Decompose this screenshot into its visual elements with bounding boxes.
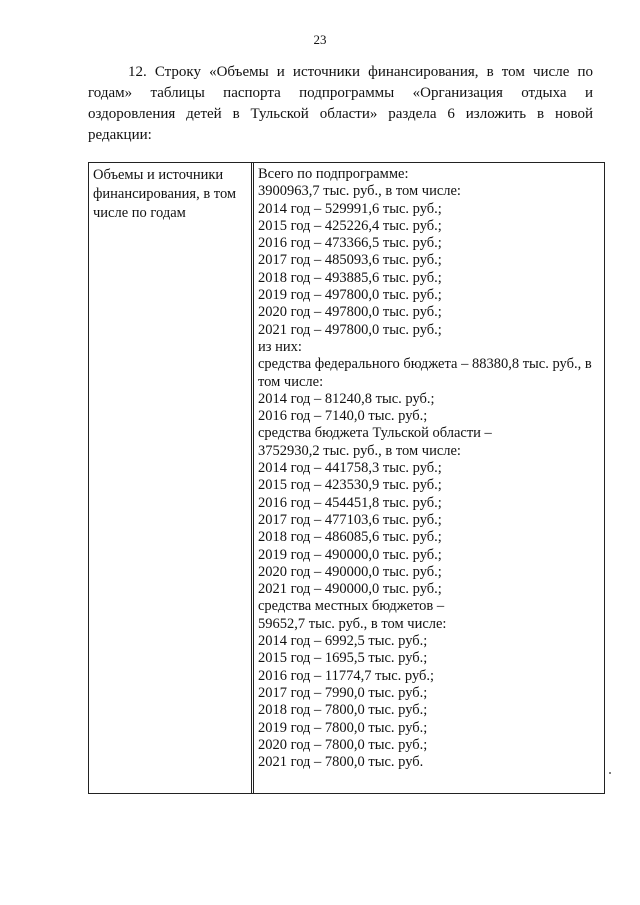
table-line: 2016 год – 7140,0 тыс. руб.; bbox=[258, 408, 428, 425]
table-line: 2014 год – 6992,5 тыс. руб.; bbox=[258, 633, 428, 650]
table-line: 2018 год – 486085,6 тыс. руб.; bbox=[258, 529, 442, 546]
table-line: 2021 год – 497800,0 тыс. руб.; bbox=[258, 321, 442, 338]
table-line: 2016 год – 473366,5 тыс. руб.; bbox=[258, 235, 442, 252]
table-line: 3900963,7 тыс. руб., в том числе: bbox=[258, 183, 461, 200]
table-line: 2020 год – 7800,0 тыс. руб.; bbox=[258, 736, 428, 753]
table-line: 2019 год – 490000,0 тыс. руб.; bbox=[258, 546, 442, 563]
table-line: 2016 год – 11774,7 тыс. руб.; bbox=[258, 667, 435, 684]
page-number: 23 bbox=[313, 32, 327, 47]
table-line: 2015 год – 423530,9 тыс. руб.; bbox=[258, 477, 442, 494]
scan-speck bbox=[609, 772, 611, 774]
table-line: средства местных бюджетов – bbox=[258, 598, 445, 615]
table-line: 2017 год – 7990,0 тыс. руб.; bbox=[258, 684, 428, 701]
table-line: 2018 год – 7800,0 тыс. руб.; bbox=[258, 702, 428, 719]
table-line: 2015 год – 425226,4 тыс. руб.; bbox=[258, 217, 442, 234]
table-line: 2020 год – 490000,0 тыс. руб.; bbox=[258, 563, 442, 580]
table-line: 2021 год – 7800,0 тыс. руб. bbox=[258, 754, 424, 771]
table-line: 2017 год – 485093,6 тыс. руб.; bbox=[258, 252, 442, 269]
table-line: 2020 год – 497800,0 тыс. руб.; bbox=[258, 304, 442, 321]
table-value-cell bbox=[254, 163, 604, 793]
table-line: Всего по подпрограмме: bbox=[258, 166, 409, 182]
table-line: 2021 год – 490000,0 тыс. руб.; bbox=[258, 581, 442, 598]
table-line: 2019 год – 7800,0 тыс. руб.; bbox=[258, 719, 428, 736]
table-line: из них: bbox=[258, 338, 302, 355]
table-line: 2017 год – 477103,6 тыс. руб.; bbox=[258, 511, 442, 528]
table-label-cell bbox=[89, 163, 251, 793]
financing-table bbox=[88, 162, 605, 794]
table-line: средства федерального бюджета – 88380,8 тыс. руб., в том числе: bbox=[258, 356, 592, 390]
table-line: 2018 год – 493885,6 тыс. руб.; bbox=[258, 269, 442, 286]
table-line: 2016 год – 454451,8 тыс. руб.; bbox=[258, 494, 442, 511]
table-line: 2019 год – 497800,0 тыс. руб.; bbox=[258, 287, 442, 304]
table-line: 3752930,2 тыс. руб., в том числе: bbox=[258, 442, 461, 459]
intro-paragraph: 12. Строку «Объемы и источники финансирования, в том числе по годам» таблицы паспорта подпрограммы «Организация отдыха и оздоровления детей в Тульской области» раздела 6 изложить в новой редакции: bbox=[88, 64, 593, 143]
table-line: 2014 год – 529991,6 тыс. руб.; bbox=[258, 200, 442, 217]
table-line: 2014 год – 441758,3 тыс. руб.; bbox=[258, 460, 442, 477]
table-line: 2015 год – 1695,5 тыс. руб.; bbox=[258, 650, 428, 667]
table-line: средства бюджета Тульской области – bbox=[258, 425, 492, 442]
table-line: 2014 год – 81240,8 тыс. руб.; bbox=[258, 390, 435, 407]
table-label-text: Объемы и источники финансирования, в том числе по годам bbox=[93, 167, 237, 221]
table-line: 59652,7 тыс. руб., в том числе: bbox=[258, 615, 447, 632]
